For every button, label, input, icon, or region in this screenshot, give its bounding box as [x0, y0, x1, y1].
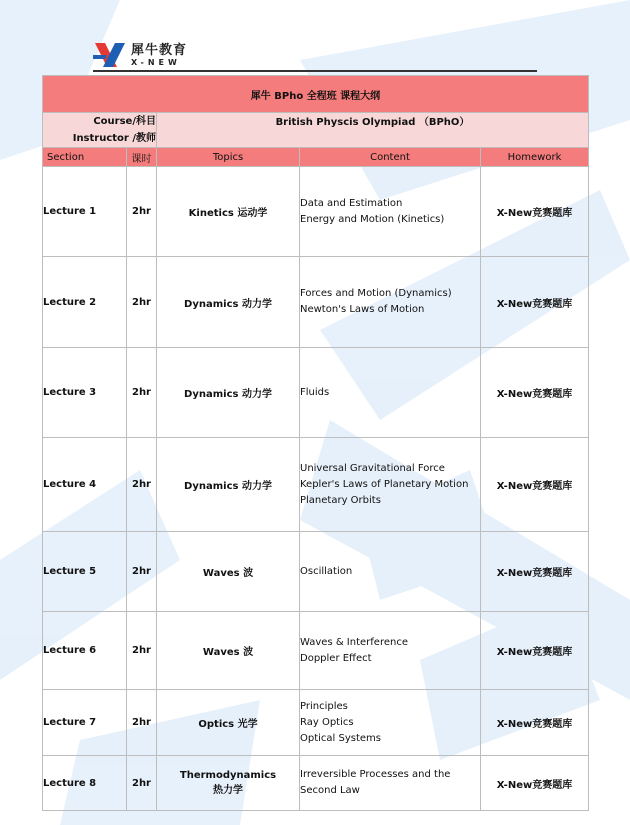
lecture-content: [300, 756, 481, 811]
lecture-section: Lecture 2: [43, 257, 127, 348]
header-topics: Topics: [157, 148, 300, 167]
lecture-topic-cn: 热力学: [213, 785, 243, 796]
header-homework: Homework: [481, 148, 589, 167]
content-line: Second Law: [300, 785, 360, 796]
logo-x-icon: [93, 41, 127, 69]
table-row: [43, 612, 589, 690]
lecture-topic-en: Dynamics 动力学: [184, 389, 272, 400]
lecture-section: Lecture 4: [43, 438, 127, 532]
table-row: [43, 257, 589, 348]
lecture-content: [300, 348, 481, 438]
lecture-topic: [157, 348, 300, 438]
content-line: Forces and Motion (Dynamics): [300, 288, 452, 299]
lecture-hours: 2hr: [127, 532, 157, 612]
content-line: Planetary Orbits: [300, 494, 381, 506]
lecture-topic-en: Kinetics 运动学: [188, 208, 268, 219]
header-hours: 课时: [127, 148, 157, 167]
lecture-hours: 2hr: [127, 257, 157, 348]
syllabus-table: [42, 75, 589, 811]
content-line: Doppler Effect: [300, 652, 372, 664]
content-line: Data and Estimation: [300, 197, 403, 209]
lecture-content: [300, 612, 481, 690]
lecture-homework: X-New竞赛题库: [481, 257, 589, 348]
lecture-section: Lecture 7: [43, 690, 127, 756]
lecture-homework: X-New竞赛题库: [481, 690, 589, 756]
content-line: Principles: [300, 700, 348, 712]
lecture-topic: [157, 167, 300, 257]
lecture-homework: X-New竞赛题库: [481, 532, 589, 612]
lecture-homework: X-New竞赛题库: [481, 348, 589, 438]
content-line: Universal Gravitational Force: [300, 462, 445, 474]
lecture-hours: 2hr: [127, 438, 157, 532]
lecture-section: Lecture 6: [43, 612, 127, 690]
content-line: Irreversible Processes and the: [300, 769, 451, 780]
lecture-topic-en: Waves 波: [202, 568, 254, 579]
lecture-content: [300, 167, 481, 257]
lecture-topic-en: Dynamics 动力学: [184, 298, 272, 310]
lecture-topic: [157, 690, 300, 756]
logo-cn: 犀牛教育: [131, 42, 188, 58]
course-label-course: Course/科目: [93, 116, 156, 127]
lecture-topic: [157, 612, 300, 690]
lecture-section: Lecture 5: [43, 532, 127, 612]
header-content: Content: [300, 148, 481, 167]
lecture-homework: X-New竞赛题库: [481, 438, 589, 532]
lecture-content: [300, 257, 481, 348]
lecture-hours: 2hr: [127, 690, 157, 756]
lecture-hours: 2hr: [127, 612, 157, 690]
lecture-topic: [157, 438, 300, 532]
table-row: [43, 348, 589, 438]
table-row: [43, 167, 589, 257]
lecture-content: [300, 532, 481, 612]
lecture-topic-en: Thermodynamics: [179, 770, 277, 781]
content-line: Fluids: [300, 386, 330, 398]
course-label-instructor: Instructor /教师: [72, 133, 156, 144]
table-row: [43, 690, 589, 756]
lecture-homework: X-New竞赛题库: [481, 756, 589, 811]
content-line: Waves & Interference: [300, 636, 408, 648]
content-line: Kepler's Laws of Planetary Motion: [300, 478, 469, 490]
content-line: Newton's Laws of Motion: [300, 304, 425, 315]
logo-en: X-NEW: [131, 57, 181, 67]
lecture-section: Lecture 3: [43, 348, 127, 438]
content-line: Optical Systems: [300, 732, 382, 744]
lecture-homework: X-New竞赛题库: [481, 167, 589, 257]
table-row: [43, 438, 589, 532]
lecture-topic-en: Waves 波: [202, 647, 254, 658]
lecture-topic: [157, 756, 300, 811]
syllabus-title: 犀牛 BPho 全程班 课程大纲: [43, 76, 589, 113]
table-row: [43, 756, 589, 811]
lecture-rows: [43, 167, 589, 811]
lecture-content: [300, 438, 481, 532]
lecture-homework: X-New竞赛题库: [481, 612, 589, 690]
table-row: [43, 532, 589, 612]
lecture-topic-en: Optics 光学: [198, 719, 258, 730]
logo: [93, 40, 187, 70]
lecture-topic-en: Dynamics 动力学: [184, 481, 272, 492]
lecture-content: [300, 690, 481, 756]
course-label: [43, 113, 157, 148]
lecture-section: Lecture 1: [43, 167, 127, 257]
lecture-section: Lecture 8: [43, 756, 127, 811]
lecture-topic: [157, 257, 300, 348]
content-line: Ray Optics: [300, 716, 354, 728]
course-value: British Physcis Olympiad （BPhO）: [157, 113, 589, 148]
content-line: Oscillation: [300, 565, 353, 577]
header-section: Section: [43, 148, 127, 167]
content-line: Energy and Motion (Kinetics): [300, 213, 445, 225]
lecture-topic: [157, 532, 300, 612]
lecture-hours: 2hr: [127, 167, 157, 257]
header-rule: [93, 70, 537, 72]
lecture-hours: 2hr: [127, 348, 157, 438]
lecture-hours: 2hr: [127, 756, 157, 811]
